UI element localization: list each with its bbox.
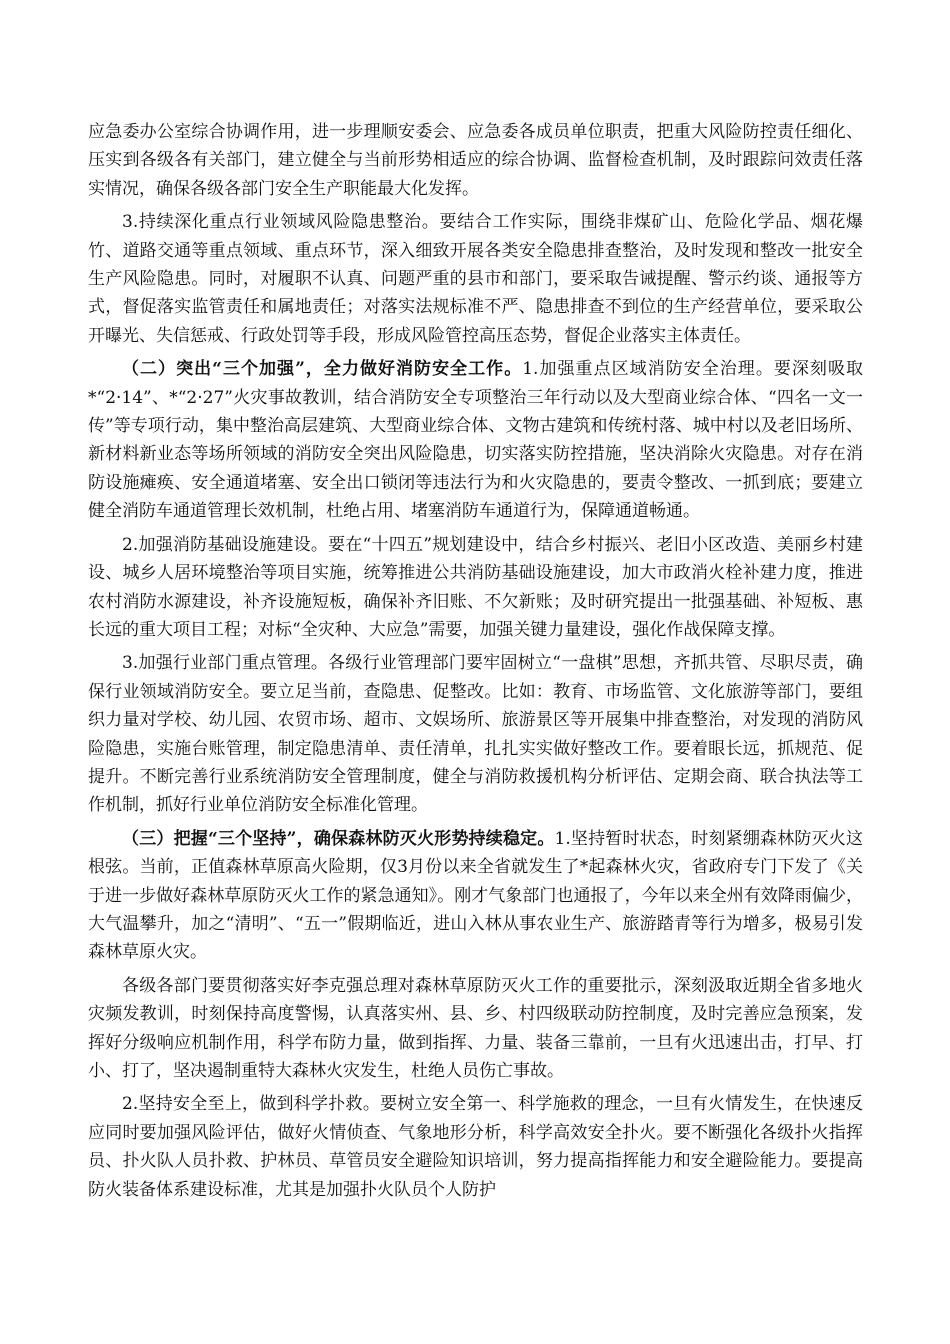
- paragraph-2: [88, 208, 863, 350]
- paragraph-8-text: 2.坚持安全至上，做到科学扑救。要树立安全第一、科学施救的理念，一旦有火情发生，在快速反应同时要加强风险评估，做好火情侦查、气象地形分析，科学高效安全扑火。要不断强化各级扑火指挥员、扑火队人员扑救、护林员、草管员安全避险知识培训，努力提高指挥能力和安全避险能力。要提高防火装备体系建设标准，尤其是加强扑火队员个人防护: [88, 1094, 863, 1200]
- paragraph-1: [88, 118, 863, 203]
- paragraph-5: [88, 649, 863, 819]
- paragraph-1-text: 应急委办公室综合协调作用，进一步理顺安委会、应急委各成员单位职责，把重大风险防控责任细化、压实到各级各有关部门，建立健全与当前形势相适应的综合协调、监督检查机制，及时跟踪问效责任落实情况，确保各级各部门安全生产职能最大化发挥。: [88, 122, 863, 199]
- paragraph-3: [88, 355, 863, 525]
- paragraph-5-text: 3.加强行业部门重点管理。各级行业管理部门要牢固树立“一盘棋”思想，齐抓共管、尽职尽责，确保行业领域消防安全。要立足当前，查隐患、促整改。比如：教育、市场监管、文化旅游等部门，要组织力量对学校、幼儿园、农贸市场、超市、文娱场所、旅游景区等开展集中排查整治，对发现的消防风险隐患，实施台账管理，制定隐患清单、责任清单，扎扎实实做好整改工作。要着眼长远，抓规范、促提升。不断完善行业系统消防安全管理制度，健全与消防救援机构分析评估、定期会商、联合执法等工作机制，抓好行业单位消防安全标准化管理。: [88, 653, 863, 816]
- paragraph-4: [88, 531, 863, 645]
- paragraph-3-text: 1.加强重点区域消防安全治理。要深刻吸取*“2·14”、*“2·27”火灾事故教训，结合消防安全专项整治三年行动以及大型商业综合体、“四名一文一传”等专项行动，集中整治高层建筑、大型商业综合体、文物古建筑和传统村落、城中村以及老旧场所、新材料新业态等场所领域的消防安全突出风险隐患，切实落实防控措施，坚决消除火灾隐患。对存在消防设施瘫痪、安全通道堵塞、安全出口锁闭等违法行为和火灾隐患的，要责令整改、一抓到底；要建立健全消防车通道管理长效机制，杜绝占用、堵塞消防车通道行为，保障通道畅通。: [88, 359, 863, 522]
- paragraph-2-text: 3.持续深化重点行业领域风险隐患整治。要结合工作实际，围绕非煤矿山、危险化学品、烟花爆竹、道路交通等重点领域、重点环节，深入细致开展各类安全隐患排查整治，及时发现和整改一批安全生产风险隐患。同时，对履职不认真、问题严重的县市和部门，要采取告诫提醒、警示约谈、通报等方式，督促落实监管责任和属地责任；对落实法规标准不严、隐患排查不到位的生产经营单位，要采取公开曝光、失信惩戒、行政处罚等手段，形成风险管控高压态势，督促企业落实主体责任。: [88, 212, 863, 346]
- paragraph-7-text: 各级各部门要贯彻落实好李克强总理对森林草原防灭火工作的重要批示，深刻汲取近期全省多地火灾频发教训，时刻保持高度警惕，认真落实州、县、乡、村四级联动防控制度，及时完善应急预案，发挥好分级响应机制作用，科学布防力量，做到指挥、力量、装备三靠前，一旦有火迅速出击，打早、打小、打了，坚决遏制重特大森林火灾发生，杜绝人员伤亡事故。: [88, 975, 863, 1081]
- paragraph-8: [88, 1090, 863, 1204]
- paragraph-4-text: 2.加强消防基础设施建设。要在“十四五”规划建设中，结合乡村振兴、老旧小区改造、美丽乡村建设、城乡人居环境整治等项目实施，统筹推进公共消防基础设施建设，加大市政消火栓补建力度，推进农村消防水源建设，补齐设施短板，确保补齐旧账、不欠新账；及时研究提出一批强基础、补短板、惠长远的重大项目工程；对标“全灾种、大应急”需要，加强关键力量建设，强化作战保障支撑。: [88, 534, 863, 640]
- section-heading-2: （二）突出“三个加强”，全力做好消防安全工作。: [122, 359, 523, 380]
- document-body: [88, 118, 863, 1209]
- paragraph-7: [88, 972, 863, 1086]
- section-heading-3: （三）把握“三个坚持”，确保森林防灭火形势持续稳定。: [122, 828, 555, 849]
- paragraph-6-text: 1.坚持暂时状态，时刻紧绷森林防灭火这根弦。当前，正值森林草原高火险期，仅3月份以来全省就发生了*起森林火灾，省政府专门下发了《关于进一步做好森林草原防灭火工作的紧急通知》。刚才气象部门也通报了，今年以来全州有效降雨偏少，大气温攀升，加之“清明”、“五一”假期临近，进山入林从事农业生产、旅游踏青等行为增多，极易引发森林草原火灾。: [88, 828, 863, 963]
- paragraph-6: [88, 825, 863, 967]
